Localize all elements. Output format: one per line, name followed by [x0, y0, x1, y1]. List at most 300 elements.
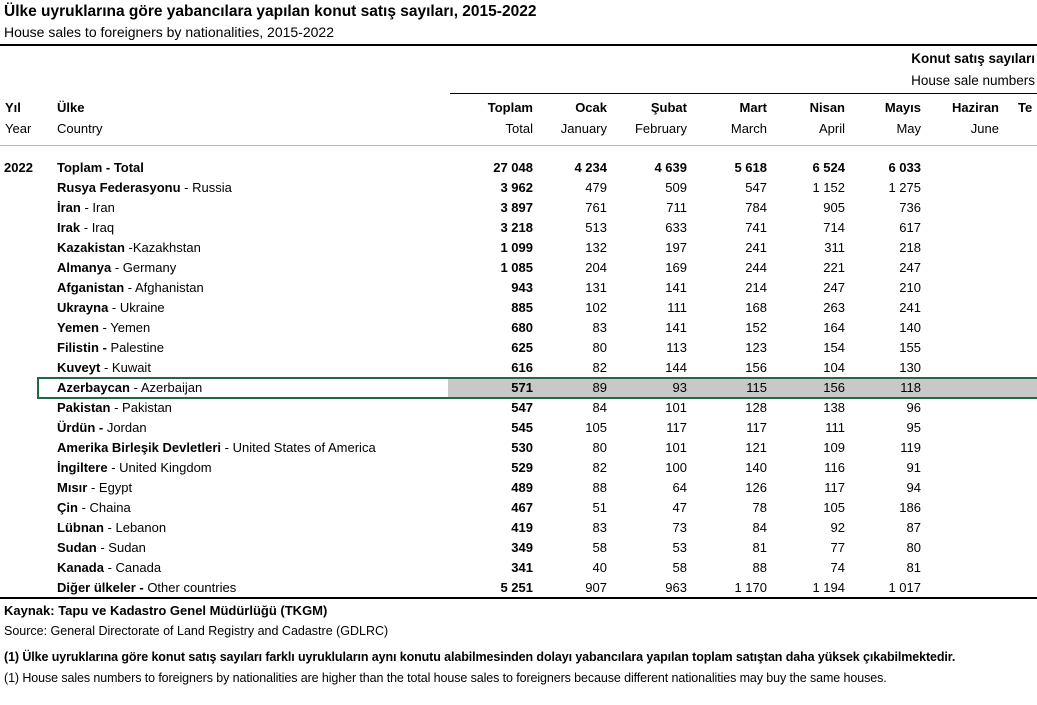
table-bottom-divider	[0, 597, 1037, 599]
cell-july	[1001, 178, 1037, 198]
cell-january: 51	[592, 500, 607, 515]
country-name-tr: Pakistan	[57, 400, 111, 415]
country-name-tr: İran	[57, 200, 81, 215]
country-name-tr: Lübnan	[57, 520, 104, 535]
country-name-en: - Afghanistan	[124, 280, 204, 295]
country-name-en: Palestine	[106, 340, 164, 355]
cell-april: 221	[823, 260, 845, 275]
cell-january: 84	[592, 400, 607, 415]
table-row[interactable]	[0, 298, 1037, 318]
table-row[interactable]	[0, 578, 1037, 598]
cell-may: 140	[899, 320, 921, 335]
cell-january: 83	[592, 320, 607, 335]
cell-april: 104	[823, 360, 845, 375]
cell-may: 118	[847, 378, 923, 398]
cell-march: 81	[752, 540, 767, 555]
column-header-february: Şubat February	[634, 100, 687, 136]
cell-march: 214	[745, 280, 767, 295]
cell-total: 5 251	[500, 580, 533, 595]
cell-march: 241	[745, 240, 767, 255]
country-cell	[52, 358, 448, 378]
cell-july	[1001, 238, 1037, 258]
cell-april: 111	[825, 420, 845, 435]
year-cell	[0, 418, 52, 438]
cell-total: 467	[511, 500, 533, 515]
country-name-tr: Kuveyt	[57, 360, 101, 375]
cell-june	[923, 398, 1001, 418]
cell-february: 64	[672, 480, 687, 495]
cell-february: 113	[666, 340, 687, 355]
cell-june	[923, 538, 1001, 558]
cell-may: 91	[906, 460, 921, 475]
year-cell	[0, 178, 52, 198]
column-header-year: Yıl Year	[5, 100, 32, 136]
cell-total: 571	[448, 378, 535, 398]
cell-march: 84	[752, 520, 767, 535]
cell-may: 80	[906, 540, 921, 555]
cell-july	[1001, 218, 1037, 238]
country-name-tr: Almanya	[57, 260, 112, 275]
group-header-rule	[450, 93, 1037, 94]
cell-july	[1001, 278, 1037, 298]
country-cell	[52, 278, 448, 298]
table-row[interactable]	[0, 338, 1037, 358]
cell-january: 204	[585, 260, 607, 275]
country-name-en: - Ukraine	[108, 300, 165, 315]
country-name-en: - Germany	[111, 260, 177, 275]
title-divider	[0, 44, 1037, 46]
column-header-january: Ocak January	[560, 100, 607, 136]
cell-total: 545	[511, 420, 533, 435]
cell-april: 116	[824, 460, 845, 475]
table-row[interactable]	[0, 178, 1037, 198]
column-header-march: Mart March	[730, 100, 767, 136]
cell-april: 263	[823, 300, 845, 315]
year-cell	[0, 318, 52, 338]
country-name-tr: Rusya Federasyonu	[57, 180, 181, 195]
cell-march: 128	[745, 400, 767, 415]
table-row[interactable]	[0, 478, 1037, 498]
cell-total: 680	[511, 320, 533, 335]
country-cell	[52, 558, 448, 578]
country-name-tr: Sudan	[57, 540, 97, 555]
cell-january: 131	[585, 280, 607, 295]
year-cell	[0, 238, 52, 258]
country-cell	[52, 158, 448, 178]
cell-may: 6 033	[888, 160, 921, 175]
cell-january: 82	[592, 460, 607, 475]
cell-july	[1001, 158, 1037, 178]
country-cell	[52, 458, 448, 478]
column-header-june: Haziran June	[952, 100, 999, 136]
cell-april: 92	[830, 520, 845, 535]
cell-march: 140	[745, 460, 767, 475]
cell-may: 186	[899, 500, 921, 515]
cell-total: 529	[511, 460, 533, 475]
header-divider	[0, 145, 1037, 146]
cell-march: 156	[745, 360, 767, 375]
cell-total: 3 897	[500, 200, 533, 215]
cell-february: 509	[665, 180, 687, 195]
cell-february: 963	[665, 580, 687, 595]
page-title: Ülke uyruklarına göre yabancılara yapılan konut satış sayıları, 2015-2022	[4, 3, 537, 20]
cell-total: 3 218	[500, 220, 533, 235]
cell-june	[923, 418, 1001, 438]
country-name-en: - Azerbaijan	[129, 380, 203, 395]
cell-july	[1001, 198, 1037, 218]
cell-january: 102	[585, 300, 607, 315]
cell-may: 95	[906, 420, 921, 435]
country-name-tr: Toplam -	[57, 160, 111, 175]
cell-may: 1 017	[888, 580, 921, 595]
cell-april: 138	[823, 400, 845, 415]
cell-february: 169	[665, 260, 687, 275]
cell-june	[923, 338, 1001, 358]
cell-april: 905	[823, 200, 845, 215]
cell-february: 47	[672, 500, 687, 515]
table-row[interactable]	[0, 518, 1037, 538]
cell-may: 736	[899, 200, 921, 215]
cell-july	[1001, 578, 1037, 598]
table-row[interactable]	[0, 538, 1037, 558]
cell-february: 111	[667, 300, 687, 315]
year-cell	[0, 338, 52, 358]
cell-july	[1001, 298, 1037, 318]
cell-may: 96	[906, 400, 921, 415]
year-cell	[0, 358, 52, 378]
cell-april: 1 194	[812, 580, 845, 595]
country-name-tr: Ürdün -	[57, 420, 104, 435]
cell-april: 156	[769, 378, 847, 398]
cell-june	[923, 578, 1001, 598]
cell-february: 53	[672, 540, 687, 555]
year-cell	[0, 378, 52, 398]
cell-june	[923, 298, 1001, 318]
cell-may: 87	[906, 520, 921, 535]
cell-may: 210	[899, 280, 921, 295]
country-name-en: Total	[110, 160, 144, 175]
country-name-tr: Kanada	[57, 560, 104, 575]
cell-april: 6 524	[812, 160, 845, 175]
cell-july	[1001, 438, 1037, 458]
country-cell	[52, 298, 448, 318]
country-cell	[52, 578, 448, 598]
cell-february: 101	[665, 440, 687, 455]
cell-april: 311	[824, 240, 845, 255]
cell-may: 119	[900, 440, 921, 455]
cell-total: 489	[511, 480, 533, 495]
cell-march: 168	[745, 300, 767, 315]
cell-january: 40	[592, 560, 607, 575]
country-name-en: -Kazakhstan	[124, 240, 201, 255]
cell-january: 761	[585, 200, 607, 215]
cell-june	[923, 498, 1001, 518]
table-row[interactable]	[0, 218, 1037, 238]
cell-april: 77	[830, 540, 845, 555]
cell-june	[923, 218, 1001, 238]
cell-may: 155	[899, 340, 921, 355]
cell-june	[923, 198, 1001, 218]
cell-june	[923, 438, 1001, 458]
country-name-tr: Filistin -	[57, 340, 107, 355]
table-row[interactable]	[0, 238, 1037, 258]
year-cell	[0, 578, 52, 598]
cell-january: 132	[585, 240, 607, 255]
cell-march: 741	[745, 220, 767, 235]
source-line-en: Source: General Directorate of Land Registry and Cadastre (GDLRC)	[4, 624, 389, 638]
table-row[interactable]	[0, 498, 1037, 518]
country-name-tr: Diğer ülkeler -	[57, 580, 144, 595]
country-name-en: - Iraq	[80, 220, 115, 235]
country-cell	[52, 338, 448, 358]
country-cell	[52, 378, 448, 398]
cell-july	[1001, 538, 1037, 558]
cell-february: 101	[665, 400, 687, 415]
cell-january: 4 234	[574, 160, 607, 175]
column-header-total: Toplam Total	[487, 100, 533, 136]
cell-june	[923, 518, 1001, 538]
table-row[interactable]	[0, 278, 1037, 298]
table-row[interactable]	[0, 378, 1037, 398]
table-row[interactable]	[0, 438, 1037, 458]
year-cell	[0, 558, 52, 578]
table-row[interactable]	[0, 398, 1037, 418]
table-row[interactable]	[0, 458, 1037, 478]
cell-march: 115	[689, 378, 769, 398]
group-header-en: House sale numbers	[911, 73, 1035, 88]
cell-january: 513	[585, 220, 607, 235]
cell-february: 93	[609, 378, 689, 398]
table-row[interactable]	[0, 318, 1037, 338]
country-cell	[52, 258, 448, 278]
cell-february: 117	[666, 420, 687, 435]
country-name-en: - Kuwait	[100, 360, 151, 375]
cell-february: 711	[666, 200, 687, 215]
cell-march: 123	[745, 340, 767, 355]
country-name-en: Jordan	[103, 420, 147, 435]
cell-april: 109	[823, 440, 845, 455]
cell-april: 1 152	[812, 180, 845, 195]
country-name-tr: İngiltere	[57, 460, 108, 475]
country-cell	[52, 498, 448, 518]
cell-total: 419	[511, 520, 533, 535]
country-cell	[52, 478, 448, 498]
cell-march: 5 618	[734, 160, 767, 175]
footnote-en: (1) House sales numbers to foreigners by nationalities are higher than the total house sales to foreigners because different nationalities may buy the same houses.	[4, 671, 887, 685]
column-header-may: Mayıs May	[884, 100, 921, 136]
cell-total: 1 099	[500, 240, 533, 255]
cell-april: 105	[823, 500, 845, 515]
cell-june	[923, 478, 1001, 498]
cell-july	[1001, 458, 1037, 478]
cell-july	[1001, 258, 1037, 278]
cell-april: 164	[823, 320, 845, 335]
cell-may: 1 275	[888, 180, 921, 195]
table-row[interactable]	[0, 558, 1037, 578]
cell-february: 58	[672, 560, 687, 575]
cell-february: 73	[672, 520, 687, 535]
country-name-tr: Çin	[57, 500, 78, 515]
cell-total: 547	[511, 400, 533, 415]
country-name-en: - Yemen	[98, 320, 151, 335]
year-cell	[0, 198, 52, 218]
cell-july	[1001, 478, 1037, 498]
country-name-tr: Yemen	[57, 320, 99, 335]
cell-july	[1001, 398, 1037, 418]
country-name-en: - Canada	[103, 560, 162, 575]
cell-july	[1001, 338, 1037, 358]
cell-march: 784	[745, 200, 767, 215]
cell-total: 3 962	[500, 180, 533, 195]
cell-january: 82	[592, 360, 607, 375]
country-cell	[52, 218, 448, 238]
table-row[interactable]	[0, 198, 1037, 218]
table-row[interactable]	[0, 258, 1037, 278]
cell-january: 83	[592, 520, 607, 535]
country-name-en: - Lebanon	[103, 520, 167, 535]
source-line-tr: Kaynak: Tapu ve Kadastro Genel Müdürlüğü (TKGM)	[4, 603, 328, 618]
cell-may: 218	[899, 240, 921, 255]
cell-may: 94	[906, 480, 921, 495]
cell-february: 4 639	[654, 160, 687, 175]
country-name-en: - United Kingdom	[107, 460, 212, 475]
cell-march: 88	[752, 560, 767, 575]
country-cell	[52, 518, 448, 538]
cell-march: 117	[746, 420, 767, 435]
country-name-tr: Afganistan	[57, 280, 125, 295]
cell-july	[1001, 498, 1037, 518]
cell-may: 81	[906, 560, 921, 575]
cell-february: 100	[665, 460, 687, 475]
country-name-tr: Amerika Birleşik Devletleri	[57, 440, 222, 455]
cell-march: 1 170	[734, 580, 767, 595]
country-cell	[52, 398, 448, 418]
cell-february: 144	[665, 360, 687, 375]
country-name-tr: Azerbaycan	[57, 380, 130, 395]
cell-july	[1001, 318, 1037, 338]
cell-july	[1001, 418, 1037, 438]
country-name-en: - Egypt	[87, 480, 133, 495]
country-name-tr: Kazakistan	[57, 240, 125, 255]
cell-april: 154	[823, 340, 845, 355]
column-header-country: Ülke Country	[57, 100, 103, 136]
country-name-en: - Russia	[180, 180, 232, 195]
country-name-tr: Mısır	[57, 480, 88, 495]
year-cell	[0, 298, 52, 318]
cell-july	[1001, 378, 1037, 398]
cell-march: 244	[745, 260, 767, 275]
cell-june	[923, 258, 1001, 278]
cell-march: 152	[745, 320, 767, 335]
cell-january: 89	[535, 378, 609, 398]
cell-march: 126	[745, 480, 767, 495]
country-name-en: - Iran	[80, 200, 115, 215]
cell-may: 241	[899, 300, 921, 315]
cell-june	[923, 278, 1001, 298]
cell-total: 616	[511, 360, 533, 375]
cell-june	[923, 558, 1001, 578]
table-body	[0, 158, 1037, 598]
cell-total: 341	[511, 560, 533, 575]
cell-march: 121	[745, 440, 767, 455]
cell-february: 197	[665, 240, 687, 255]
cell-june	[923, 358, 1001, 378]
country-name-en: - Sudan	[96, 540, 146, 555]
footnote-tr: (1) Ülke uyruklarına göre konut satış sayıları farklı uyrukluların aynı konutu alabilmesinden dolayı yabancılara yapılan toplam satıştan daha yüksek çıkabilmektedir.	[4, 650, 956, 664]
country-cell	[52, 538, 448, 558]
cell-total: 349	[511, 540, 533, 555]
cell-total: 625	[511, 340, 533, 355]
year-cell	[0, 478, 52, 498]
cell-march: 78	[752, 500, 767, 515]
cell-total: 1 085	[500, 260, 533, 275]
table-row[interactable]	[0, 158, 1037, 178]
column-header-july: Te	[1018, 100, 1033, 115]
table-row[interactable]	[0, 418, 1037, 438]
year-cell	[0, 498, 52, 518]
cell-april: 247	[823, 280, 845, 295]
cell-may: 247	[899, 260, 921, 275]
cell-june	[923, 458, 1001, 478]
cell-february: 633	[665, 220, 687, 235]
year-cell	[0, 258, 52, 278]
cell-april: 714	[823, 220, 845, 235]
cell-june	[923, 238, 1001, 258]
year-cell	[0, 218, 52, 238]
year-cell	[0, 538, 52, 558]
cell-june	[923, 378, 1001, 398]
country-cell	[52, 318, 448, 338]
year-cell: 2022	[4, 160, 33, 175]
year-cell	[0, 458, 52, 478]
cell-may: 617	[899, 220, 921, 235]
cell-april: 117	[824, 480, 845, 495]
year-cell	[0, 398, 52, 418]
year-cell	[0, 438, 52, 458]
country-cell	[52, 178, 448, 198]
cell-may: 130	[899, 360, 921, 375]
cell-total: 885	[511, 300, 533, 315]
year-cell	[0, 518, 52, 538]
cell-january: 479	[585, 180, 607, 195]
cell-january: 80	[592, 340, 607, 355]
cell-july	[1001, 558, 1037, 578]
country-cell	[52, 438, 448, 458]
cell-january: 58	[592, 540, 607, 555]
table-header	[0, 97, 1037, 139]
cell-total: 27 048	[493, 160, 533, 175]
table-row[interactable]	[0, 358, 1037, 378]
cell-total: 530	[511, 440, 533, 455]
country-name-en: - Chaina	[77, 500, 131, 515]
cell-march: 547	[745, 180, 767, 195]
cell-june	[923, 158, 1001, 178]
cell-june	[923, 178, 1001, 198]
country-name-en: Other countries	[143, 580, 237, 595]
cell-february: 141	[665, 320, 687, 335]
cell-july	[1001, 358, 1037, 378]
country-name-tr: Irak	[57, 220, 81, 235]
cell-april: 74	[830, 560, 845, 575]
group-header-tr: Konut satış sayıları	[911, 51, 1035, 66]
cell-february: 141	[665, 280, 687, 295]
cell-january: 88	[592, 480, 607, 495]
cell-total: 943	[511, 280, 533, 295]
country-cell	[52, 238, 448, 258]
cell-july	[1001, 518, 1037, 538]
country-name-en: - Pakistan	[110, 400, 172, 415]
country-name-en: - United States of America	[221, 440, 376, 455]
